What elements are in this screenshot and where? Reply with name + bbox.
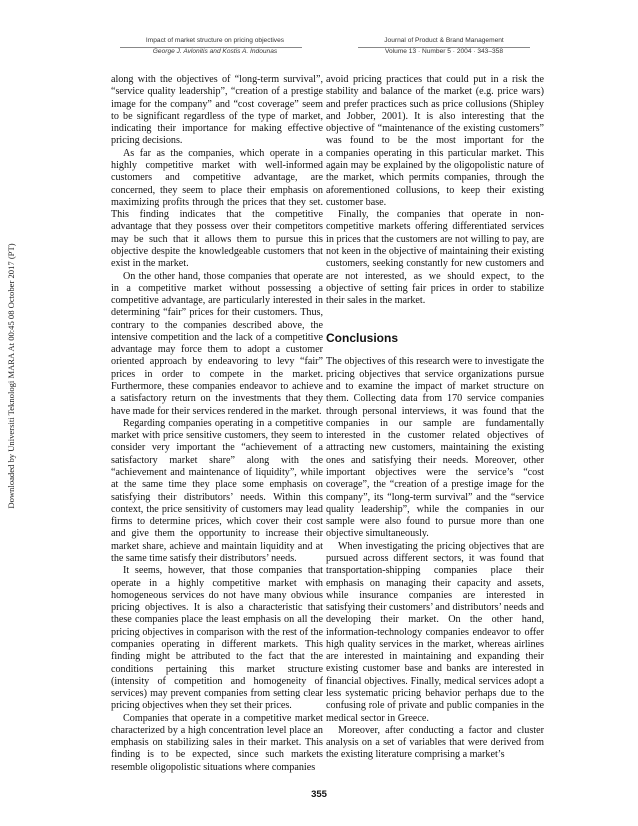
section-gap xyxy=(326,307,544,332)
paragraph: It seems, however, that those companies that operate in a highly competitive market with homogeneous services do not have many obvious pricing objectives. It is also a characteristic that these companies place the least emphasis on all the pricing objectives in comparison with the rest of the companies operating in different markets. This finding might be attributed to the fact that the conditions pertaining this market structure (intensity of competition and homogeneity of services) may prevent companies from setting clear pricing objectives when they set their prices. xyxy=(111,565,323,712)
section-heading-conclusions: Conclusions xyxy=(326,330,399,345)
article-title: Impact of market structure on pricing objectives xyxy=(145,37,285,44)
paragraph: along with the objectives of “long-term survival”, “service quality leadership”, “creation of a prestige image for the company” and “cost coverage” seem to be significant regardless of the type of market, indicating their importance for making effective pricing decisions. xyxy=(111,74,323,147)
journal-name: Journal of Product & Brand Management xyxy=(384,37,504,44)
paragraph: Companies that operate in a competitive market characterized by a high concentration level place an emphasis on stabilizing sales in their market. This finding is to be expected, since such markets resemble oligopolistic situations where companies xyxy=(111,712,323,773)
paragraph: avoid pricing practices that could put in a risk the stability and balance of the market (e.g. price wars) and prefer practices such as price collusions (Shipley and Jobber, 2001). It is also interesting that the objective of “maintenance of the existing customers” was found to be the most important for the companies operating in this particular market. This again may be explained by the oligopolistic nature of the market, which permits companies, through the aforementioned collusions, to keep their existing customer base. xyxy=(326,74,544,208)
journal-issue: Volume 13 · Number 5 · 2004 · 343–358 xyxy=(384,48,504,55)
paragraph: The objectives of this research were to investigate the pricing objectives that service organizations pursue and to examine the impact of market structure on them. Collecting data from 170 service companies through personal interviews, it was found that the companies in our sample are fundamentally interested in the customer related objectives of attracting new customers, maintaining the existing ones and satisfying their needs. Moreover, other important objectives were the service’s “cost coverage”, the “creation of a prestige image for the company”, its “long-term survival” and the “service quality leadership”, while the companies in our sample were also found to pursue more than one objective simultaneously. xyxy=(326,356,544,540)
paragraph: As far as the companies, which operate in a highly competitive market with well-informed customers and competitive advantage, are concerned, they seem to place their emphasis on maximizing profits through the prices that they set. This finding indicates that the competitive advantage that they possess over their competitors may be such that it allows them to pursue this objective despite the knowledgeable customers that exist in the market. xyxy=(111,147,323,270)
header-rule-right xyxy=(358,47,530,48)
download-watermark xyxy=(4,200,18,552)
right-column xyxy=(326,74,544,762)
paragraph: When investigating the pricing objectives that are pursued across different sectors, it was found that transportation-shipping companies place their emphasis on managing their capacity and assets, while insurance companies are interested in satisfying their customers’ and distributors’ needs and developing their market. On the other hand, information-technology companies endeavor to offer high quality services in the market, whereas airlines are interested in maintaining and expanding their existing customer base and banks are interested in financial objectives. Finally, medical services adopt a less systematic pricing behavior perhaps due to the confusing role of private and public companies in the medical sector in Greece. xyxy=(326,540,544,724)
paragraph: On the other hand, those companies that operate in a competitive market without possessing a competitive advantage, are particularly interested in determining “fair” prices for their customers. Thus, contrary to the companies described above, the intensive competition and the lack of a competitive advantage may force them to adopt a customer oriented approach by endeavoring to levy “fair” prices in order to compete in the market. Furthermore, these companies endeavor to achieve a satisfactory return on the investments that they have made for their services rendered in the market. xyxy=(111,270,323,417)
left-column xyxy=(111,74,323,774)
running-header-left xyxy=(105,35,325,57)
paragraph: Moreover, after conducting a factor and cluster analysis on a set of variables that were derived from the existing literature comprising a market’s xyxy=(326,724,544,761)
running-header-right xyxy=(335,35,553,57)
page-number: 355 xyxy=(311,789,327,800)
paragraph: Finally, the companies that operate in non-competitive markets offering differentiated services in prices that the customers are not willing to pay, are not keen in the objective of maintaining their existing customers, seeking constantly for new customers and are not interested, as we should expect, to the objective of setting fair prices in order to stabilize their sales in the market. xyxy=(326,209,544,307)
article-authors: George J. Avlonitis and Kostis A. Indounas xyxy=(152,48,278,55)
paragraph: Regarding companies operating in a competitive market with price sensitive customers, they seem to consider very important the “achievement of a satisfactory market share” along with the “achievement and maintenance of liquidity”, while at the same time they place some emphasis on satisfying their distributors’ needs. Within this context, the price sensitivity of customers may lead firms to determine prices, which cover their cost and give them the opportunity to increase their market share, achieve and maintain liquidity and at the same time satisfy their distributors’ needs. xyxy=(111,417,323,564)
download-watermark-text: Downloaded by Universiti Teknologi MARA At 00:45 08 October 2017 (PT) xyxy=(6,243,16,509)
header-rule-left xyxy=(120,47,302,48)
section-gap xyxy=(326,344,544,356)
